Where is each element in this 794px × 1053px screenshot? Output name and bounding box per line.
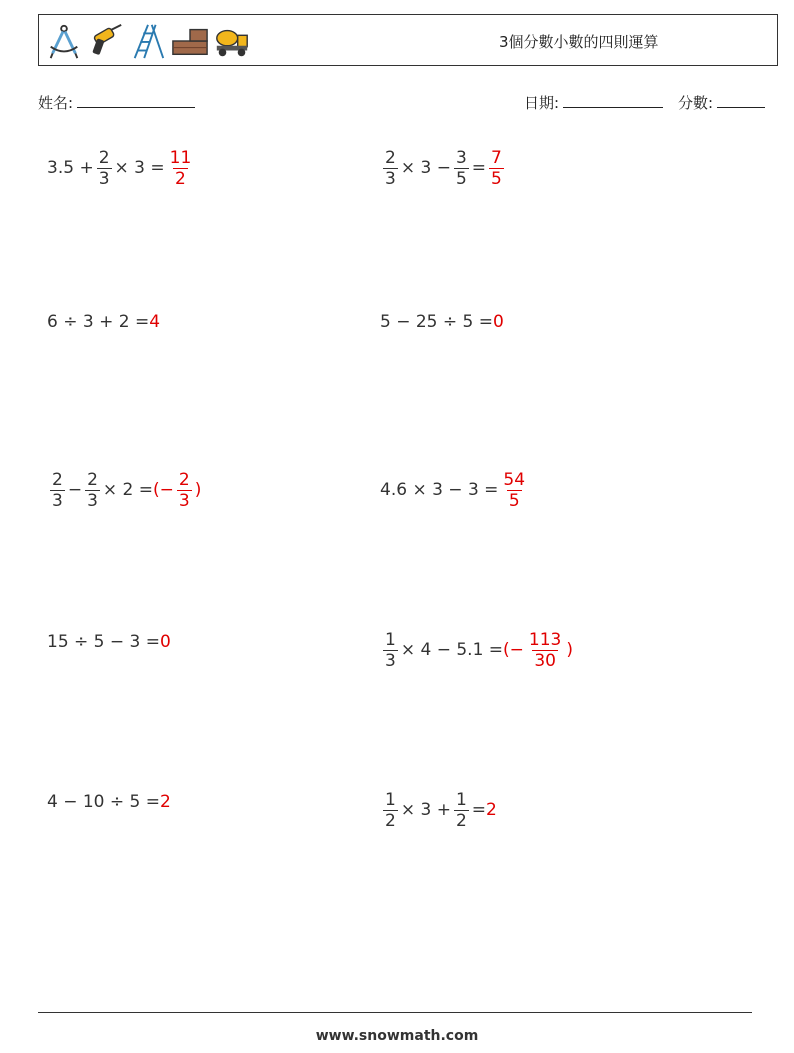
problem-9: 4 − 10 ÷ 5 = 2 (47, 792, 171, 812)
answer: $\frac{11}{2}$ (169, 147, 192, 189)
score-label: 分數: (678, 94, 714, 112)
answer: 0 (160, 632, 171, 652)
problem-3: 6 ÷ 3 + 2 = 4 (47, 312, 161, 332)
answer: 0 (493, 312, 504, 332)
wood-icon (171, 22, 209, 60)
ladder-icon (129, 22, 167, 60)
footer-url[interactable]: www.snowmath.com (315, 1028, 479, 1044)
header-box (38, 14, 778, 66)
name-blank[interactable] (77, 93, 195, 108)
problem-7: 15 ÷ 5 − 3 = 0 (47, 632, 171, 652)
fraction: $\frac{2}{3}$ (98, 147, 110, 189)
fraction: $\frac{2}{3}$ (385, 147, 396, 189)
fraction: $\frac{2}{3}$ (87, 469, 98, 511)
problem-4: 5 − 25 ÷ 5 = 0 (380, 312, 504, 332)
header-icons (45, 21, 251, 61)
answer: (− $\frac{2}{3}$ ) (153, 469, 202, 511)
date-blank[interactable] (563, 93, 663, 108)
fraction: $\frac{3}{5}$ (455, 147, 467, 189)
answer: 2 (486, 800, 497, 820)
answer: $\frac{7}{5}$ (491, 147, 502, 189)
fraction: $\frac{2}{3}$ (52, 469, 63, 511)
drill-icon (87, 22, 125, 60)
answer: 2 (160, 792, 171, 812)
fraction: $\frac{1}{3}$ (385, 629, 396, 671)
fraction: $\frac{1}{2}$ (385, 789, 396, 831)
problem-1: 3.5 + $\frac{2}{3}$ × 3 = $\frac{11}{2}$ (47, 138, 196, 198)
name-field (38, 92, 195, 113)
answer: $\frac{54}{5}$ (503, 469, 526, 511)
answer: (− $\frac{113}{30}$ ) (503, 629, 574, 671)
mixer-truck-icon (213, 22, 251, 60)
score-blank[interactable] (717, 93, 765, 108)
fraction: $\frac{1}{2}$ (455, 789, 467, 831)
score-field (678, 92, 765, 113)
worksheet-title: 3個分數小數的四則運算 (499, 33, 659, 51)
date-label: 日期: (524, 94, 560, 112)
footer-divider (38, 1012, 752, 1013)
answer: 4 (149, 312, 161, 332)
date-field (524, 92, 663, 113)
problem-5: $\frac{2}{3}$ − $\frac{2}{3}$ × 2 = (− $\frac{2}{3}$ ) (52, 469, 202, 511)
problem-2: $\frac{2}{3}$ × 3 − $\frac{3}{5}$ = $\frac{7}{5}$ (380, 138, 507, 198)
problem-10: $\frac{1}{2}$ × 3 + $\frac{1}{2}$ = 2 (385, 789, 497, 831)
compass-icon (45, 22, 83, 60)
problem-6: 4.6 × 3 − 3 = $\frac{54}{5}$ (380, 460, 530, 520)
problem-8: $\frac{1}{3}$ × 4 − 5.1 = (− $\frac{113}{30}$ ) (385, 629, 574, 671)
name-label: 姓名: (38, 94, 74, 112)
